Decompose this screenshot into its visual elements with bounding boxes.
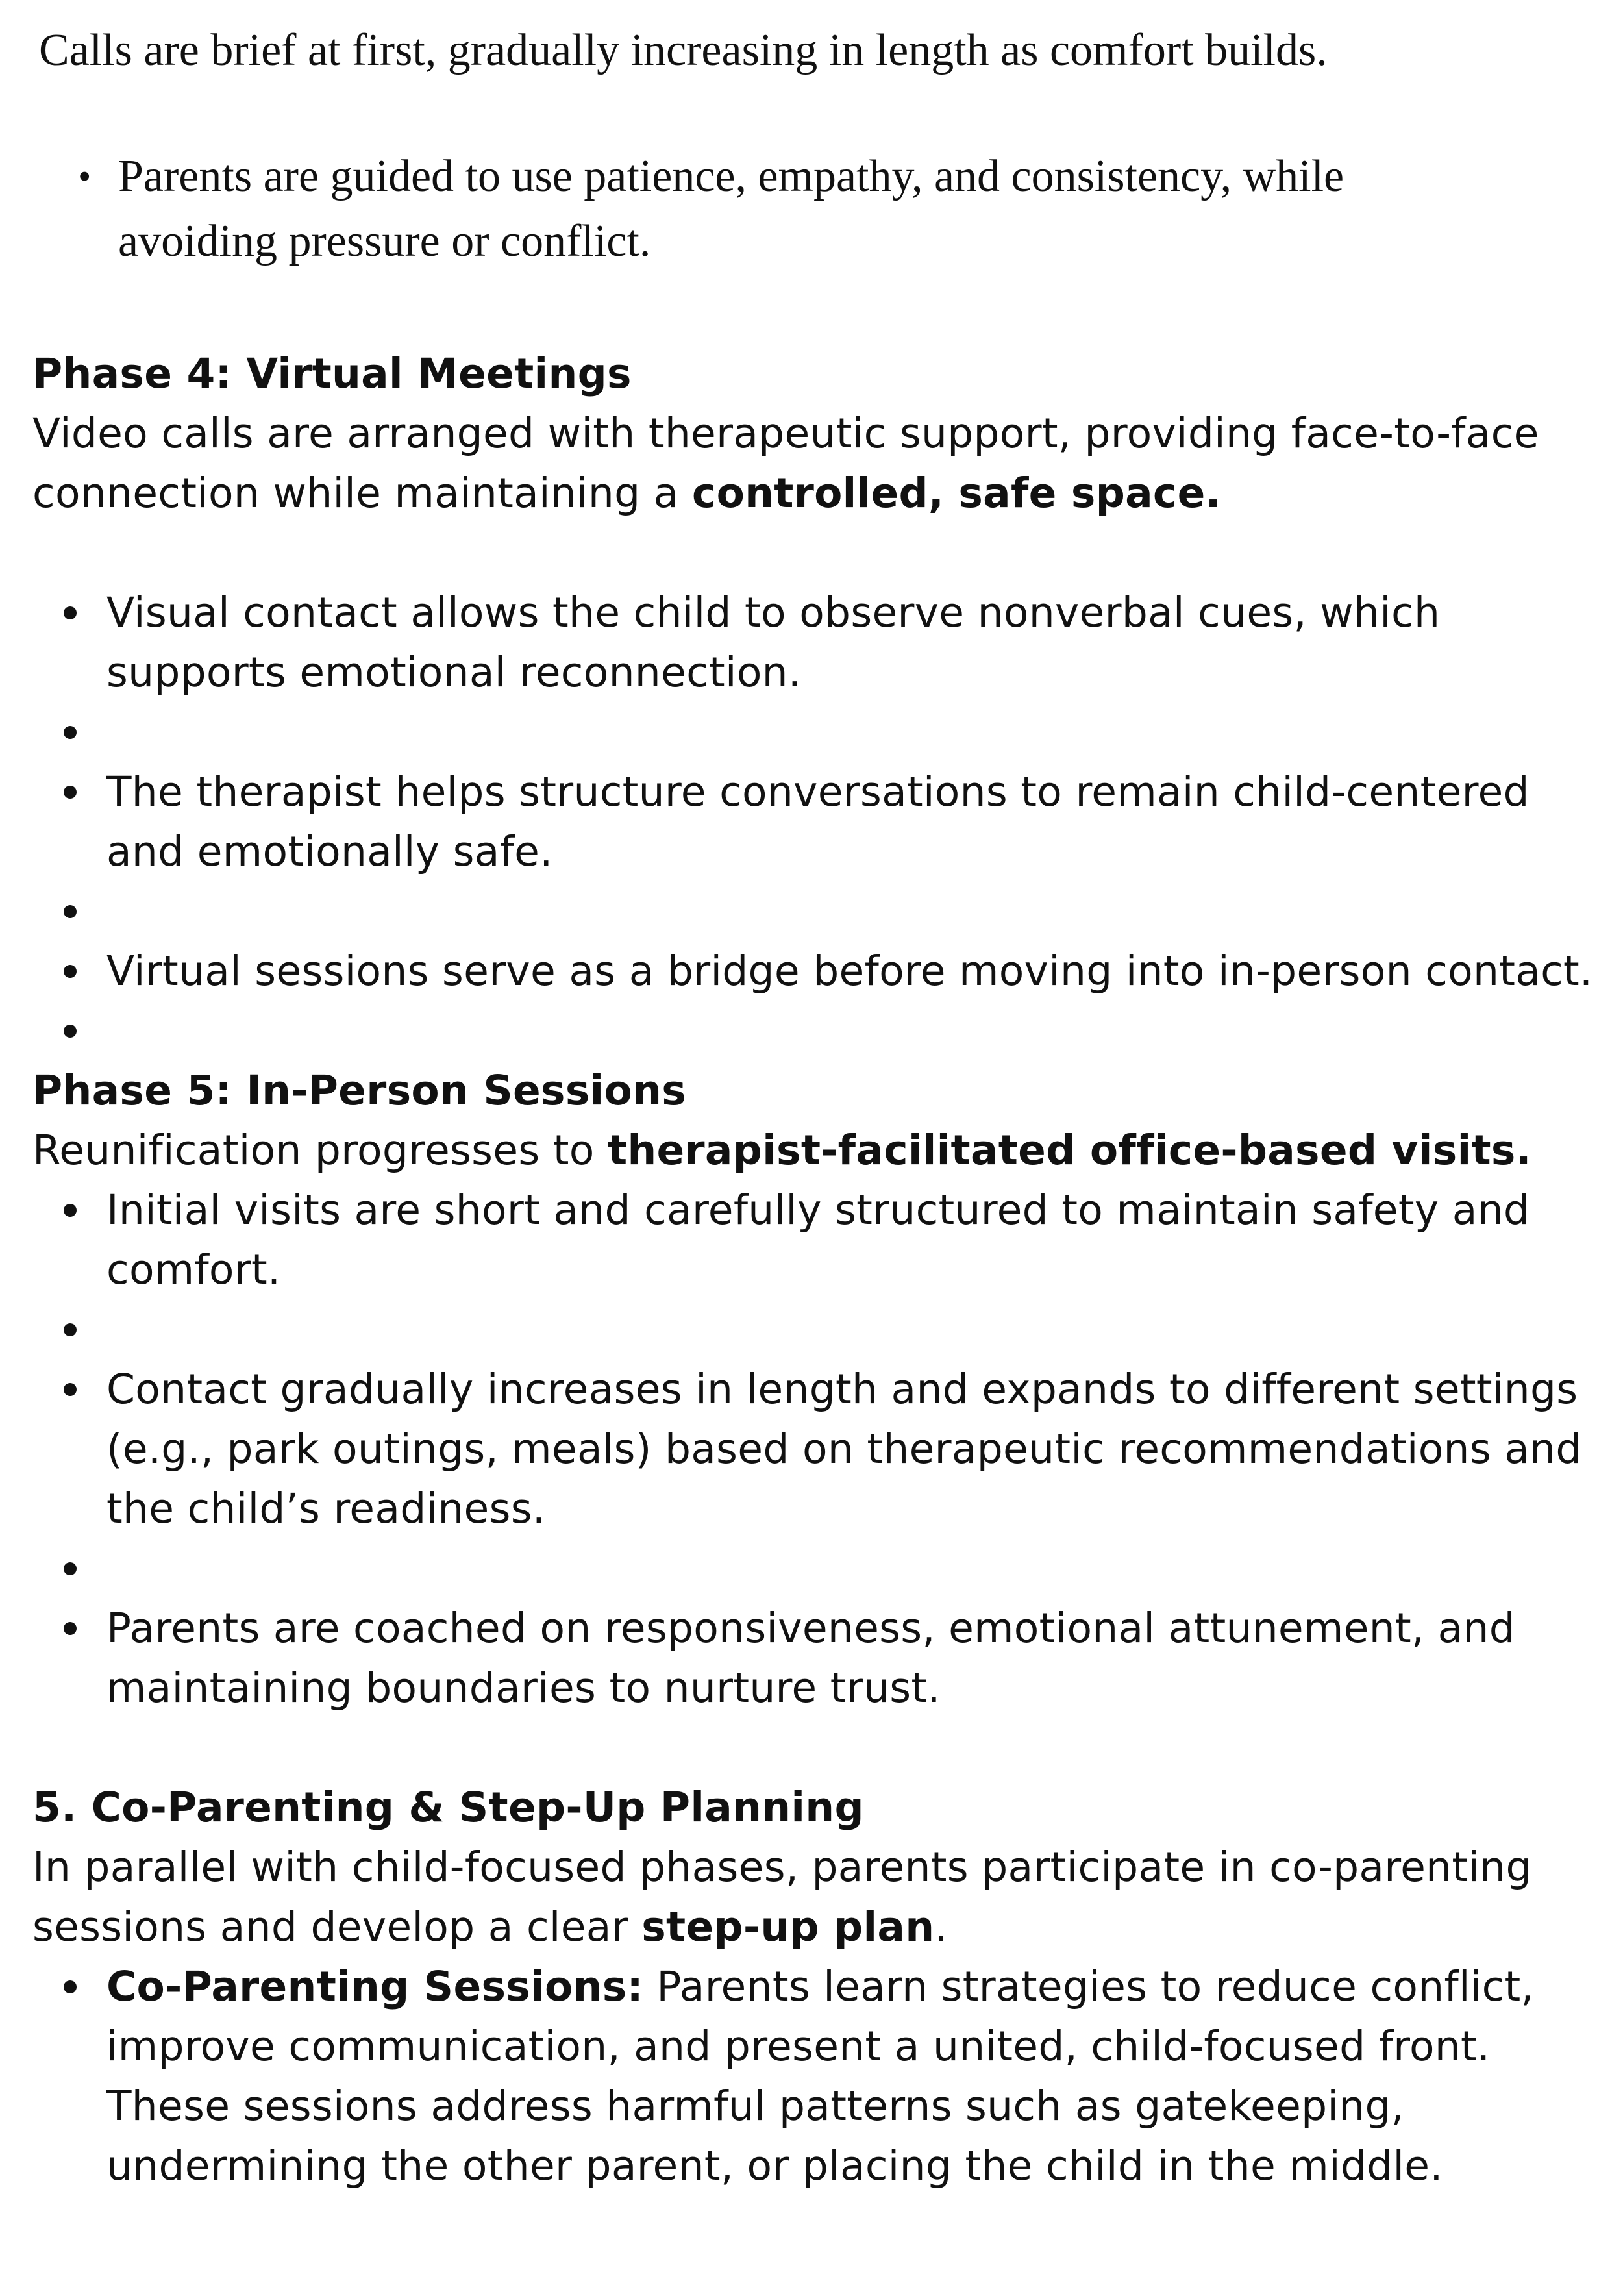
intro-sentence: Calls are brief at first, gradually increasing in length as comfort builds. bbox=[39, 25, 1328, 75]
intro-bullet-list bbox=[78, 144, 1454, 274]
phase4-empty-bullet bbox=[32, 882, 1610, 942]
spacer bbox=[32, 1718, 1610, 1778]
phase4-empty-bullet bbox=[32, 703, 1610, 762]
phase4-bullet-list bbox=[32, 583, 1610, 1061]
phase5-bullet: Parents are coached on responsiveness, emotional attunement, and maintaining boundaries to nurture trust. bbox=[32, 1599, 1610, 1718]
co-parenting-sessions-label: Co-Parenting Sessions: bbox=[106, 1963, 644, 2010]
phase4-paragraph-bold: controlled, safe space. bbox=[691, 469, 1221, 517]
spacer bbox=[32, 523, 1610, 583]
phase5-paragraph-text: Reunification progresses to bbox=[32, 1127, 608, 1174]
phase5-bullet: Contact gradually increases in length and expands to different settings (e.g., park outings, meals) based on therapeutic recommendations and the child’s readiness. bbox=[32, 1360, 1610, 1539]
co-parenting-sessions-text: Parents learn strategies to reduce conflict, improve communication, and present a united, child-focused front. These sessions address harmful patterns such as gatekeeping, undermining the other parent, or placing the child in the middle. bbox=[106, 1963, 1534, 2190]
phase4-paragraph bbox=[32, 404, 1610, 523]
intro-bullet: • Parents are guided to use patience, empathy, and consistency, while avoiding pressure or conflict. bbox=[78, 144, 1454, 274]
phase4-bullet: Visual contact allows the child to observe nonverbal cues, which supports emotional reconnection. bbox=[32, 583, 1610, 703]
co-parenting-sessions-bullet bbox=[32, 1957, 1610, 2196]
phase5-bullet: Initial visits are short and carefully structured to maintain safety and comfort. bbox=[32, 1180, 1610, 1300]
phase5-paragraph bbox=[32, 1121, 1610, 1180]
phase4-empty-bullet bbox=[32, 1001, 1610, 1061]
section5-paragraph-bold: step-up plan bbox=[641, 1903, 935, 1951]
section5-paragraph bbox=[32, 1838, 1610, 1957]
phase5-heading: Phase 5: In-Person Sessions bbox=[32, 1067, 687, 1114]
phase4-heading: Phase 4: Virtual Meetings bbox=[32, 350, 632, 397]
phase4-section bbox=[32, 344, 1610, 2196]
phase5-paragraph-bold: therapist-facilitated office-based visits. bbox=[607, 1127, 1531, 1174]
phase4-paragraph-text: Video calls are arranged with therapeutic support, providing face-to-face connection while maintaining a bbox=[32, 410, 1539, 517]
phase4-bullet: The therapist helps structure conversations to remain child-centered and emotionally safe. bbox=[32, 762, 1610, 882]
phase4-bullet: Virtual sessions serve as a bridge before moving into in-person contact. bbox=[32, 942, 1610, 1001]
section5-paragraph-end: . bbox=[934, 1903, 948, 1951]
section5-bullet-list bbox=[32, 1957, 1610, 2196]
section5-heading: 5. Co-Parenting & Step-Up Planning bbox=[32, 1784, 864, 1831]
phase5-empty-bullet bbox=[32, 1539, 1610, 1599]
section5-paragraph-text: In parallel with child-focused phases, parents participate in co-parenting sessions and develop a clear bbox=[32, 1843, 1532, 1951]
phase5-empty-bullet bbox=[32, 1300, 1610, 1360]
phase5-bullet-list bbox=[32, 1180, 1610, 1718]
